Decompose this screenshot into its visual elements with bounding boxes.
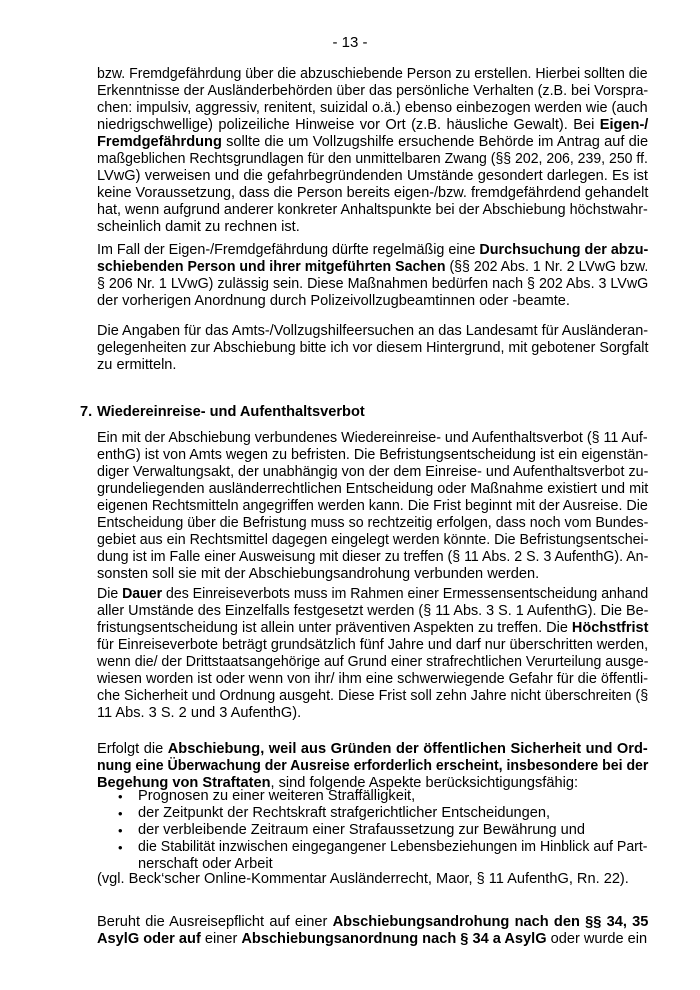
text: Entscheidung über die Befristung muss so rechtzeitig erfolgen, dass noch vom Bundes- xyxy=(97,515,649,531)
text: Beruht die Ausreisepflicht auf einer xyxy=(97,914,333,930)
paragraph-wiedereinreise-line xyxy=(97,481,648,498)
text: Prognosen zu einer weiteren Straffälligkeit, xyxy=(138,788,416,804)
paragraph-2-line xyxy=(97,276,648,293)
bullet-list-line xyxy=(138,788,415,805)
text: dung ist im Falle einer Ausweisung mit dieser zu treffen (§ 11 Abs. 2 S. 3 AufenthG). An- xyxy=(97,549,649,565)
paragraph-wiedereinreise-line xyxy=(97,566,539,583)
paragraph-2-line xyxy=(97,259,648,276)
text: die Stabilität inzwischen eingegangener Lebensbeziehungen im Hinblick auf Part- xyxy=(138,839,648,855)
text: grundeliegenden ausländerrechtlichen Entscheidung oder Maßnahme existiert und mit xyxy=(97,481,649,497)
paragraph-dauer-line xyxy=(97,637,648,654)
text: der vorherigen Anordnung durch Polizeivollzugbeamtinnen oder -beamte. xyxy=(97,293,570,309)
paragraph-1-line xyxy=(97,219,300,236)
text: fristungsentscheidung ist allein unter präventiven Aspekten zu treffen. Die xyxy=(97,620,572,636)
bullet-list-line xyxy=(138,822,585,839)
text: (§§ 202 Abs. 1 Nr. 2 LVwG bzw. xyxy=(445,259,649,275)
paragraph-abschiebung-line xyxy=(97,758,648,775)
text: des Einreiseverbots muss im Rahmen einer Ermessensentscheidung anhand xyxy=(162,586,649,602)
text: Im Fall der Eigen-/Fremdgefährdung dürfte regelmäßig eine xyxy=(97,242,480,258)
paragraph-ausreisepflicht-line xyxy=(97,914,648,931)
section-number: 7. xyxy=(80,404,93,420)
paragraph-wiedereinreise-line xyxy=(97,498,648,515)
bold-text: Durchsuchung der abzu- xyxy=(479,242,649,258)
text: § 206 Nr. 1 LVwG) zulässig sein. Diese Maßnahmen bedürfen nach § 202 Abs. 3 LVwG xyxy=(97,276,649,292)
text: maßgeblichen Rechtsgrundlagen für den unmittelbaren Zwang (§§ 202, 206, 239, 250 ff. xyxy=(97,151,648,167)
text: LVwG) verweisen und die gefahrbegründenden Umstände gesondert darlegen. Es ist xyxy=(97,168,648,184)
text: gelegenheiten zur Abschiebung bitte ich vor diesem Hintergrund, mit gebotener Sorgfalt xyxy=(97,340,649,356)
text: wenn die/ der Drittstaatsangehörige auf Grund einer strafrechtlichen Verurteilung ausge- xyxy=(97,654,649,670)
paragraph-1-line xyxy=(97,66,648,83)
text: Erfolgt die xyxy=(97,741,168,757)
text: niedrigschwellige) polizeiliche Hinweise vor Ort (z.B. häusliche Gewalt). Bei xyxy=(97,117,600,133)
section-heading: Wiedereinreise- und Aufenthaltsverbot xyxy=(97,404,365,420)
text: enthG) ist von Amts wegen zu befristen. Die Befristungsentscheidung ist ein eigenstän- xyxy=(97,447,649,463)
bold-text: Abschiebung, weil aus Gründen der öffentlichen Sicherheit und Ord- xyxy=(167,741,648,757)
paragraph-wiedereinreise-line xyxy=(97,464,648,481)
text: , sind folgende Aspekte berücksichtigungsfähig: xyxy=(270,775,578,791)
citation-line xyxy=(97,871,629,888)
text: für Einreiseverbote beträgt grundsätzlich fünf Jahre und darf nur überschritten werden, xyxy=(97,637,649,653)
paragraph-1-line xyxy=(97,117,648,134)
paragraph-ausreisepflicht-line xyxy=(97,931,647,948)
paragraph-3-line xyxy=(97,357,176,374)
paragraph-1-line xyxy=(97,185,648,202)
bold-text: Begehung von Straftaten xyxy=(97,775,271,791)
text: Erkenntnisse der Ausländerbehörden über das persönliche Verhalten (z.B. bei Vorspra- xyxy=(97,83,649,99)
paragraph-1-line xyxy=(97,202,648,219)
text: scheinlich damit zu rechnen ist. xyxy=(97,219,300,235)
paragraph-dauer-line xyxy=(97,654,648,671)
text: aller Umstände des Einzelfalls festgesetzt werden (§ 11 Abs. 3 S. 1 AufenthG). Die Be- xyxy=(97,603,649,619)
text: (vgl. Beck‘scher Online-Kommentar Ausländerrecht, Maor, § 11 AufenthG, Rn. 22). xyxy=(97,871,629,887)
bold-text: Abschiebungsandrohung nach den §§ 34, 35 xyxy=(332,914,649,930)
text: oder wurde ein xyxy=(546,931,648,947)
text: einer xyxy=(200,931,242,947)
bold-text: Eigen-/ xyxy=(599,117,649,133)
text: nerschaft oder Arbeit xyxy=(138,856,273,872)
paragraph-wiedereinreise-line xyxy=(97,532,648,549)
paragraph-dauer-line xyxy=(97,688,648,705)
text: eigenen Rechtsmitteln angegriffen werden kann. Die Frist beginnt mit der Ausreise. Die xyxy=(97,498,648,514)
paragraph-2-line xyxy=(97,293,570,310)
paragraph-dauer-line xyxy=(97,620,648,637)
bold-text: nung eine Überwachung der Ausreise erforderlich erscheint, insbesondere bei der xyxy=(97,758,649,774)
text: Die xyxy=(97,586,123,602)
text: sollte die um Vollzugshilfe ersuchende Behörde im Antrag auf die xyxy=(221,134,649,150)
bullet-icon: • xyxy=(118,789,123,804)
paragraph-abschiebung-line xyxy=(97,741,648,758)
bold-text: AsylG oder auf xyxy=(97,931,201,947)
text: zu ermitteln. xyxy=(97,357,177,373)
text: Ein mit der Abschiebung verbundenes Wiedereinreise- und Aufenthaltsverbot (§ 11 Auf- xyxy=(97,430,648,446)
paragraph-2-line xyxy=(97,242,648,259)
paragraph-wiedereinreise-line xyxy=(97,447,648,464)
text: der verbleibende Zeitraum einer Strafaussetzung zur Bewährung und xyxy=(138,822,585,838)
paragraph-wiedereinreise-line xyxy=(97,515,648,532)
text: gebiet aus ein Rechtsmittel dagegen eingelegt werden könnte. Die Befristungsentschei- xyxy=(97,532,649,548)
bullet-icon: • xyxy=(118,806,123,821)
text: diger Verwaltungsakt, der unabhängig von der dem Einreise- und Aufenthaltsverbot zu- xyxy=(97,464,649,480)
text: bzw. Fremdgefährdung über die abzuschiebende Person zu erstellen. Hierbei sollten die xyxy=(97,66,648,82)
bold-text: Höchstfrist xyxy=(571,620,649,636)
bullet-list-line xyxy=(138,805,550,822)
text: keine Voraussetzung, dass die Person bereits eigen-/bzw. fremdgefährdend gehandelt xyxy=(97,185,649,201)
bullet-icon: • xyxy=(118,840,123,855)
paragraph-wiedereinreise-line xyxy=(97,430,648,447)
bold-text: Abschiebungsanordnung nach § 34 a AsylG xyxy=(241,931,547,947)
bold-text: Dauer xyxy=(122,586,163,602)
paragraph-3-line xyxy=(97,323,648,340)
paragraph-1-line xyxy=(97,168,648,185)
bold-text: schiebenden Person und ihrer mitgeführten Sachen xyxy=(97,259,446,275)
text: Die Angaben für das Amts-/Vollzugshilfeersuchen an das Landesamt für Ausländeran- xyxy=(97,323,649,339)
text: hat, wenn aufgrund anderer konkreter Anhaltspunkte bei der Abschiebung höchstwahr- xyxy=(97,202,648,218)
bullet-icon: • xyxy=(118,823,123,838)
paragraph-dauer-line xyxy=(97,705,301,722)
paragraph-3-line xyxy=(97,340,648,357)
text: sonsten soll sie mit der Abschiebungsandrohung verbunden werden. xyxy=(97,566,540,582)
paragraph-1-line xyxy=(97,134,648,151)
text: 11 Abs. 3 S. 2 und 3 AufenthG). xyxy=(97,705,302,721)
text: chen: impulsiv, aggressiv, renitent, suizidal o.ä.) ebenso einbezogen werden wie (auch xyxy=(97,100,648,116)
bold-text: Fremdgefährdung xyxy=(97,134,222,150)
paragraph-dauer-line xyxy=(97,586,648,603)
paragraph-1-line xyxy=(97,100,648,117)
paragraph-1-line xyxy=(97,83,648,100)
text: der Zeitpunkt der Rechtskraft strafgerichtlicher Entscheidungen, xyxy=(138,805,551,821)
page-number: - 13 - xyxy=(332,34,368,51)
bullet-list-line xyxy=(138,839,648,856)
paragraph-wiedereinreise-line xyxy=(97,549,648,566)
paragraph-dauer-line xyxy=(97,671,648,688)
text: wiesen worden ist oder wenn von ihr/ ihm eine schwerwiegende Gefahr für die öffentli- xyxy=(97,671,649,687)
paragraph-dauer-line xyxy=(97,603,648,620)
text: che Sicherheit und Ordnung ausgeht. Diese Frist soll zehn Jahre nicht überschreiten (§ xyxy=(97,688,649,704)
paragraph-1-line xyxy=(97,151,648,168)
